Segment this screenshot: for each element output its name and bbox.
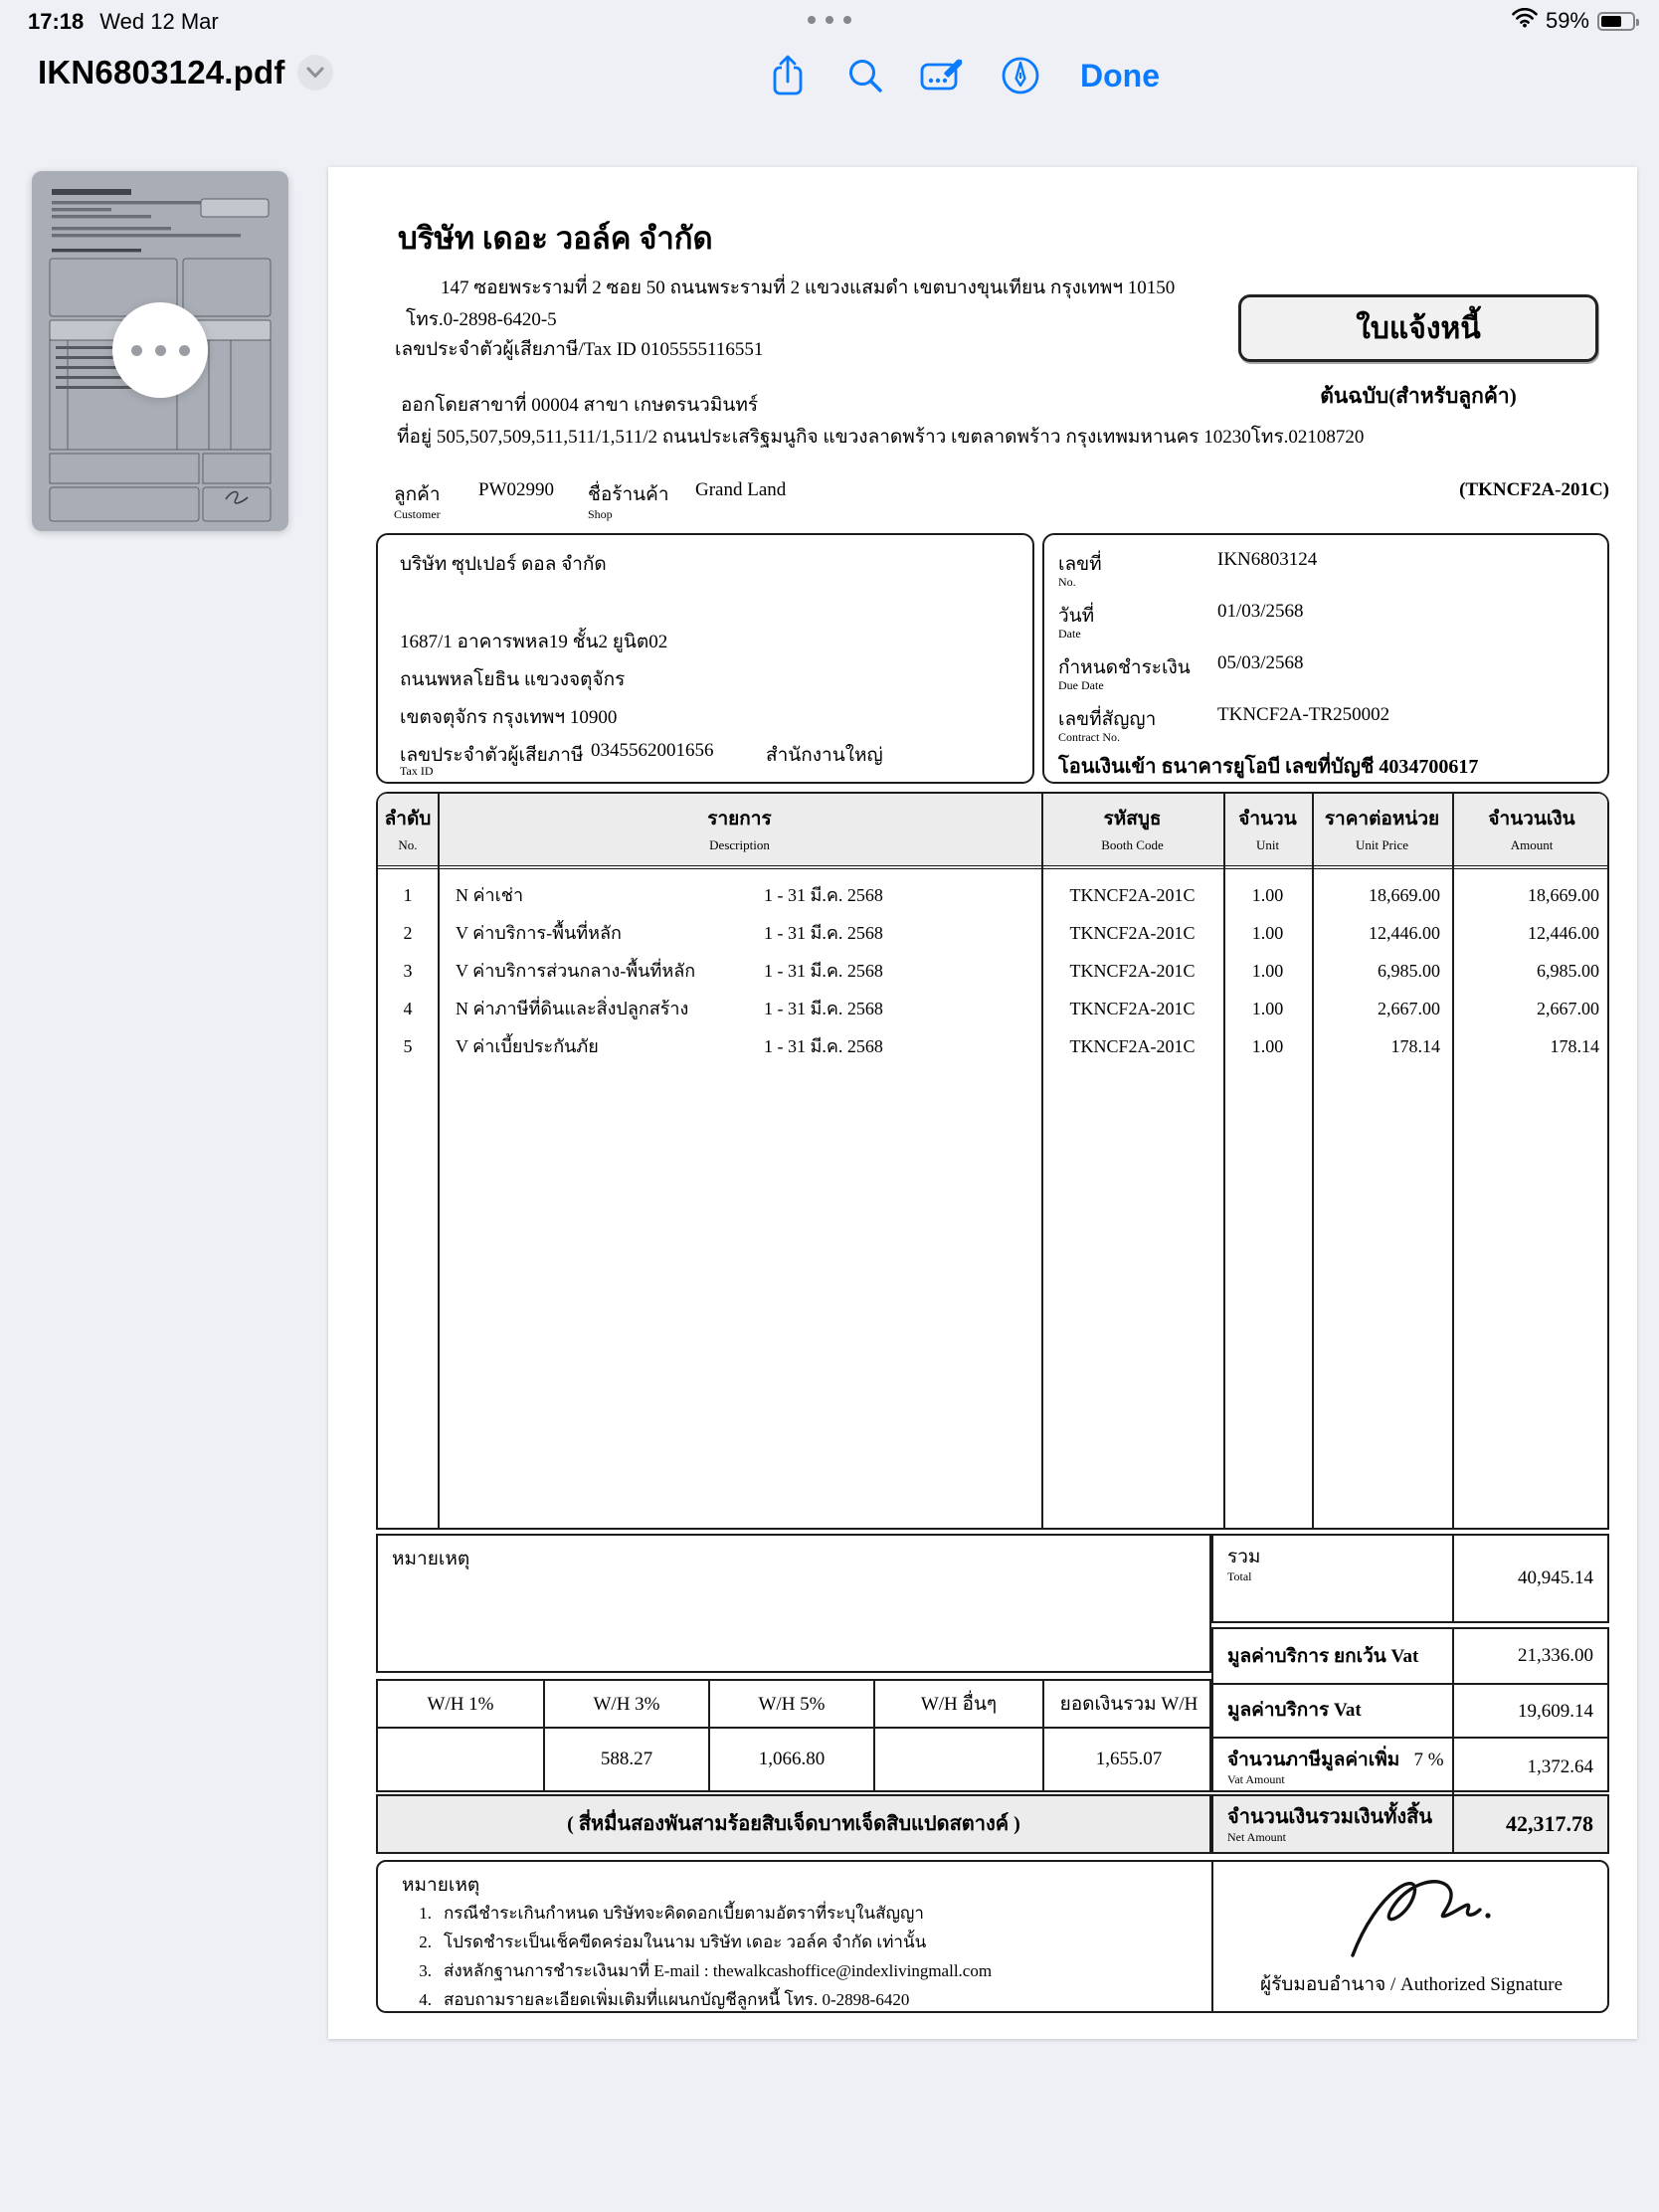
bill-to-address2: ถนนพหลโยธิน แขวงจตุจักร bbox=[400, 669, 626, 690]
chevron-down-icon[interactable] bbox=[297, 55, 333, 91]
col-booth-code: รหัสบูธ bbox=[1103, 809, 1162, 830]
bill-to-head-office: สำนักงานใหญ่ bbox=[766, 745, 883, 766]
battery-icon bbox=[1597, 12, 1635, 31]
invoice-date: 01/03/2568 bbox=[1217, 601, 1304, 622]
booth-ref: (TKNCF2A-201C) bbox=[1459, 479, 1609, 500]
bill-to-taxid-label-en: Tax ID bbox=[400, 764, 434, 778]
wh-total-value: 1,655.07 bbox=[1042, 1729, 1213, 1792]
branch-line: ออกโดยสาขาที่ 00004 สาขา เกษตรนวมินทร์ bbox=[401, 395, 759, 416]
invoice-info-box bbox=[1042, 533, 1609, 784]
status-bar bbox=[0, 0, 1659, 44]
vat-rate: 7 % bbox=[1413, 1750, 1444, 1770]
due-date: 05/03/2568 bbox=[1217, 652, 1304, 673]
wh-other-value bbox=[873, 1729, 1042, 1792]
invoice-date-label: วันที่ bbox=[1058, 606, 1095, 627]
customer-label: ลูกค้า bbox=[394, 484, 441, 505]
wh-3-value: 588.27 bbox=[543, 1729, 708, 1792]
company-name: บริษัท เดอะ วอล์ค จำกัด bbox=[398, 221, 713, 256]
search-icon[interactable] bbox=[841, 52, 889, 99]
contract-no: TKNCF2A-TR250002 bbox=[1217, 704, 1390, 725]
vatable-label: มูลค่าบริการ Vat bbox=[1227, 1700, 1362, 1721]
summary-vat-rows: มูลค่าบริการ ยกเว้น Vat 21,336.00 มูลค่าบริการ Vat 19,609.14 จำนวนภาษีมูลค่าเพิ่ม 7 % Vat Amount 1,372.64 bbox=[1211, 1627, 1609, 1792]
due-date-label-en: Due Date bbox=[1058, 678, 1104, 692]
table-row: 2 V ค่าบริการ-พื้นที่หลัก 1 - 31 มี.ค. 2568 TKNCF2A-201C 1.00 12,446.00 12,446.00 bbox=[403, 923, 1599, 943]
table-row: 4 N ค่าภาษีที่ดินและสิ่งปลูกสร้าง 1 - 31 มี.ค. 2568 TKNCF2A-201C 1.00 2,667.00 2,667.00 bbox=[403, 999, 1599, 1018]
table-row: 5 V ค่าเบี้ยประกันภัย 1 - 31 มี.ค. 2568 TKNCF2A-201C 1.00 178.14 178.14 bbox=[403, 1036, 1599, 1056]
wh-5-header: W/H 5% bbox=[708, 1681, 873, 1727]
note-item: 2. โปรดชำระเป็นเช็คขีดคร่อมในนาม บริษัท เดอะ วอล์ค จำกัด เท่านั้น bbox=[419, 1933, 927, 1951]
due-date-label: กำหนดชำระเงิน bbox=[1058, 657, 1191, 678]
battery-percent: 59% bbox=[1545, 8, 1589, 33]
signature bbox=[1335, 1864, 1504, 1963]
shop-label: ชื่อร้านค้า bbox=[588, 484, 669, 505]
withholding-table bbox=[376, 1679, 1211, 1792]
multitasking-dots-icon[interactable] bbox=[0, 16, 1659, 24]
net-label: จำนวนเงินรวมเงินทั้งสิ้น bbox=[1227, 1806, 1433, 1828]
wh-total-header: ยอดเงินรวม W/H bbox=[1042, 1681, 1213, 1727]
customer-label-en: Customer bbox=[394, 507, 441, 521]
notes-title: หมายเหตุ bbox=[402, 1875, 480, 1896]
doc-type-badge: ใบแจ้งหนี้ bbox=[1238, 294, 1598, 362]
company-taxid: เลขประจำตัวผู้เสียภาษี/Tax ID 0105555116551 bbox=[395, 339, 764, 360]
customer-code: PW02990 bbox=[478, 479, 554, 500]
wh-1-value bbox=[378, 1729, 543, 1792]
markup-icon[interactable] bbox=[919, 52, 967, 99]
amount-in-words: ( สี่หมื่นสองพันสามร้อยสิบเจ็ดบาทเจ็ดสิบแปดสตางค์ ) bbox=[376, 1794, 1211, 1854]
exempt-vat-value: 21,336.00 bbox=[1452, 1629, 1607, 1683]
vatable-value: 19,609.14 bbox=[1452, 1685, 1607, 1739]
table-row: 3 V ค่าบริการส่วนกลาง-พื้นที่หลัก 1 - 31 มี.ค. 2568 TKNCF2A-201C 1.00 6,985.00 6,985.00 bbox=[403, 961, 1599, 981]
remark-label: หมายเหตุ bbox=[392, 1549, 470, 1569]
bill-to-address1: 1687/1 อาคารพหล19 ชั้น2 ยูนิต02 bbox=[400, 632, 668, 652]
col-unit-price: ราคาต่อหน่วย bbox=[1324, 809, 1440, 830]
invoice-no-label: เลขที่ bbox=[1058, 554, 1102, 575]
bill-to-address3: เขตจตุจักร กรุงเทพฯ 10900 bbox=[400, 707, 618, 728]
col-amount: จำนวนเงิน bbox=[1488, 809, 1575, 830]
filename: IKN6803124.pdf bbox=[38, 54, 285, 91]
note-item: 1. กรณีชำระเกินกำหนด บริษัทจะคิดดอกเบี้ยตามอัตราที่ระบุในสัญญา bbox=[419, 1904, 924, 1923]
wifi-icon bbox=[1512, 8, 1538, 34]
page-thumbnail[interactable] bbox=[32, 171, 288, 531]
vat-label: จำนวนภาษีมูลค่าเพิ่ม 7 % bbox=[1227, 1750, 1444, 1770]
invoice-date-label-en: Date bbox=[1058, 627, 1081, 641]
total-label: รวม bbox=[1227, 1547, 1261, 1567]
company-address: 147 ซอยพระรามที่ 2 ซอย 50 ถนนพระรามที่ 2 แขวงแสมดำ เขตบางขุนเทียน กรุงเทพฯ 10150 bbox=[441, 277, 1176, 298]
shop-name: Grand Land bbox=[695, 479, 787, 500]
note-item: 3. ส่งหลักฐานการชำระเงินมาที่ E-mail : thewalkcashoffice@indexlivingmall.com bbox=[419, 1961, 993, 1980]
done-button[interactable]: Done bbox=[1080, 57, 1160, 93]
notes-box bbox=[376, 1860, 1609, 2013]
note-item: 4. สอบถามรายละเอียดเพิ่มเติมที่แผนกบัญชีลูกหนี้ โทร. 0-2898-6420 bbox=[419, 1990, 910, 2009]
wh-5-value: 1,066.80 bbox=[708, 1729, 873, 1792]
net-value: 42,317.78 bbox=[1452, 1796, 1607, 1852]
invoice-no-label-en: No. bbox=[1058, 575, 1076, 589]
clock: 17:18 bbox=[28, 9, 85, 34]
share-button[interactable] bbox=[764, 52, 812, 99]
invoice-no: IKN6803124 bbox=[1217, 549, 1318, 570]
total-value: 40,945.14 bbox=[1452, 1536, 1607, 1621]
remark-box bbox=[376, 1534, 1211, 1673]
summary-net-row: จำนวนเงินรวมเงินทั้งสิ้น Net Amount 42,317.78 bbox=[1211, 1794, 1609, 1854]
contract-no-label-en: Contract No. bbox=[1058, 730, 1120, 744]
bill-to-box bbox=[376, 533, 1034, 784]
branch-address: ที่อยู่ 505,507,509,511,511/1,511/2 ถนนประเสริฐมนูกิจ แขวงลาดพร้าว เขตลาดพร้าว กรุงเทพมหานคร 10230โทร.02108720 bbox=[397, 427, 1365, 448]
company-phone: โทร.0-2898-6420-5 bbox=[406, 309, 557, 330]
table-row: 1 N ค่าเช่า 1 - 31 มี.ค. 2568 TKNCF2A-201C 1.00 18,669.00 18,669.00 bbox=[403, 885, 1599, 905]
pdf-page[interactable] bbox=[328, 167, 1637, 2039]
items-table-header: ลำดับ No. รายการ Description รหัสบูธ Booth Code จำนวน Unit ราคาต่อหน่วย Unit Price จำนวนเงิน Amount bbox=[378, 794, 1607, 869]
pencil-tip-circle-icon[interactable] bbox=[997, 52, 1044, 99]
summary-total-row: รวม Total 40,945.14 bbox=[1211, 1534, 1609, 1623]
col-no: ลำดับ bbox=[384, 809, 432, 830]
bill-to-taxid: 0345562001656 bbox=[591, 740, 714, 761]
bill-to-taxid-label: เลขประจำตัวผู้เสียภาษี bbox=[400, 745, 584, 766]
items-table bbox=[376, 792, 1609, 1530]
contract-no-label: เลขที่สัญญา bbox=[1058, 709, 1157, 730]
thumbnail-more-button[interactable] bbox=[112, 302, 208, 398]
bill-to-name: บริษัท ซุปเปอร์ ดอล จำกัด bbox=[400, 554, 607, 575]
authorized-signature-label: ผู้รับมอบอำนาจ / Authorized Signature bbox=[1259, 1974, 1564, 1995]
nav-bar bbox=[0, 44, 1659, 109]
exempt-vat-label: มูลค่าบริการ ยกเว้น Vat bbox=[1227, 1646, 1419, 1667]
col-unit: จำนวน bbox=[1238, 809, 1297, 830]
col-description: รายการ bbox=[707, 809, 772, 830]
copy-type: ต้นฉบับ(สำหรับลูกค้า) bbox=[1320, 384, 1517, 408]
bank-transfer-line: โอนเงินเข้า ธนาคารยูโอบี เลขที่บัญชี 4034700617 bbox=[1058, 756, 1479, 778]
wh-3-header: W/H 3% bbox=[543, 1681, 708, 1727]
shop-label-en: Shop bbox=[588, 507, 613, 521]
vat-value: 1,372.64 bbox=[1452, 1739, 1607, 1796]
wh-1-header: W/H 1% bbox=[427, 1694, 494, 1715]
status-date: Wed 12 Mar bbox=[99, 9, 219, 34]
wh-other-header: W/H อื่นๆ bbox=[873, 1681, 1042, 1727]
filename-menu[interactable] bbox=[38, 54, 333, 92]
